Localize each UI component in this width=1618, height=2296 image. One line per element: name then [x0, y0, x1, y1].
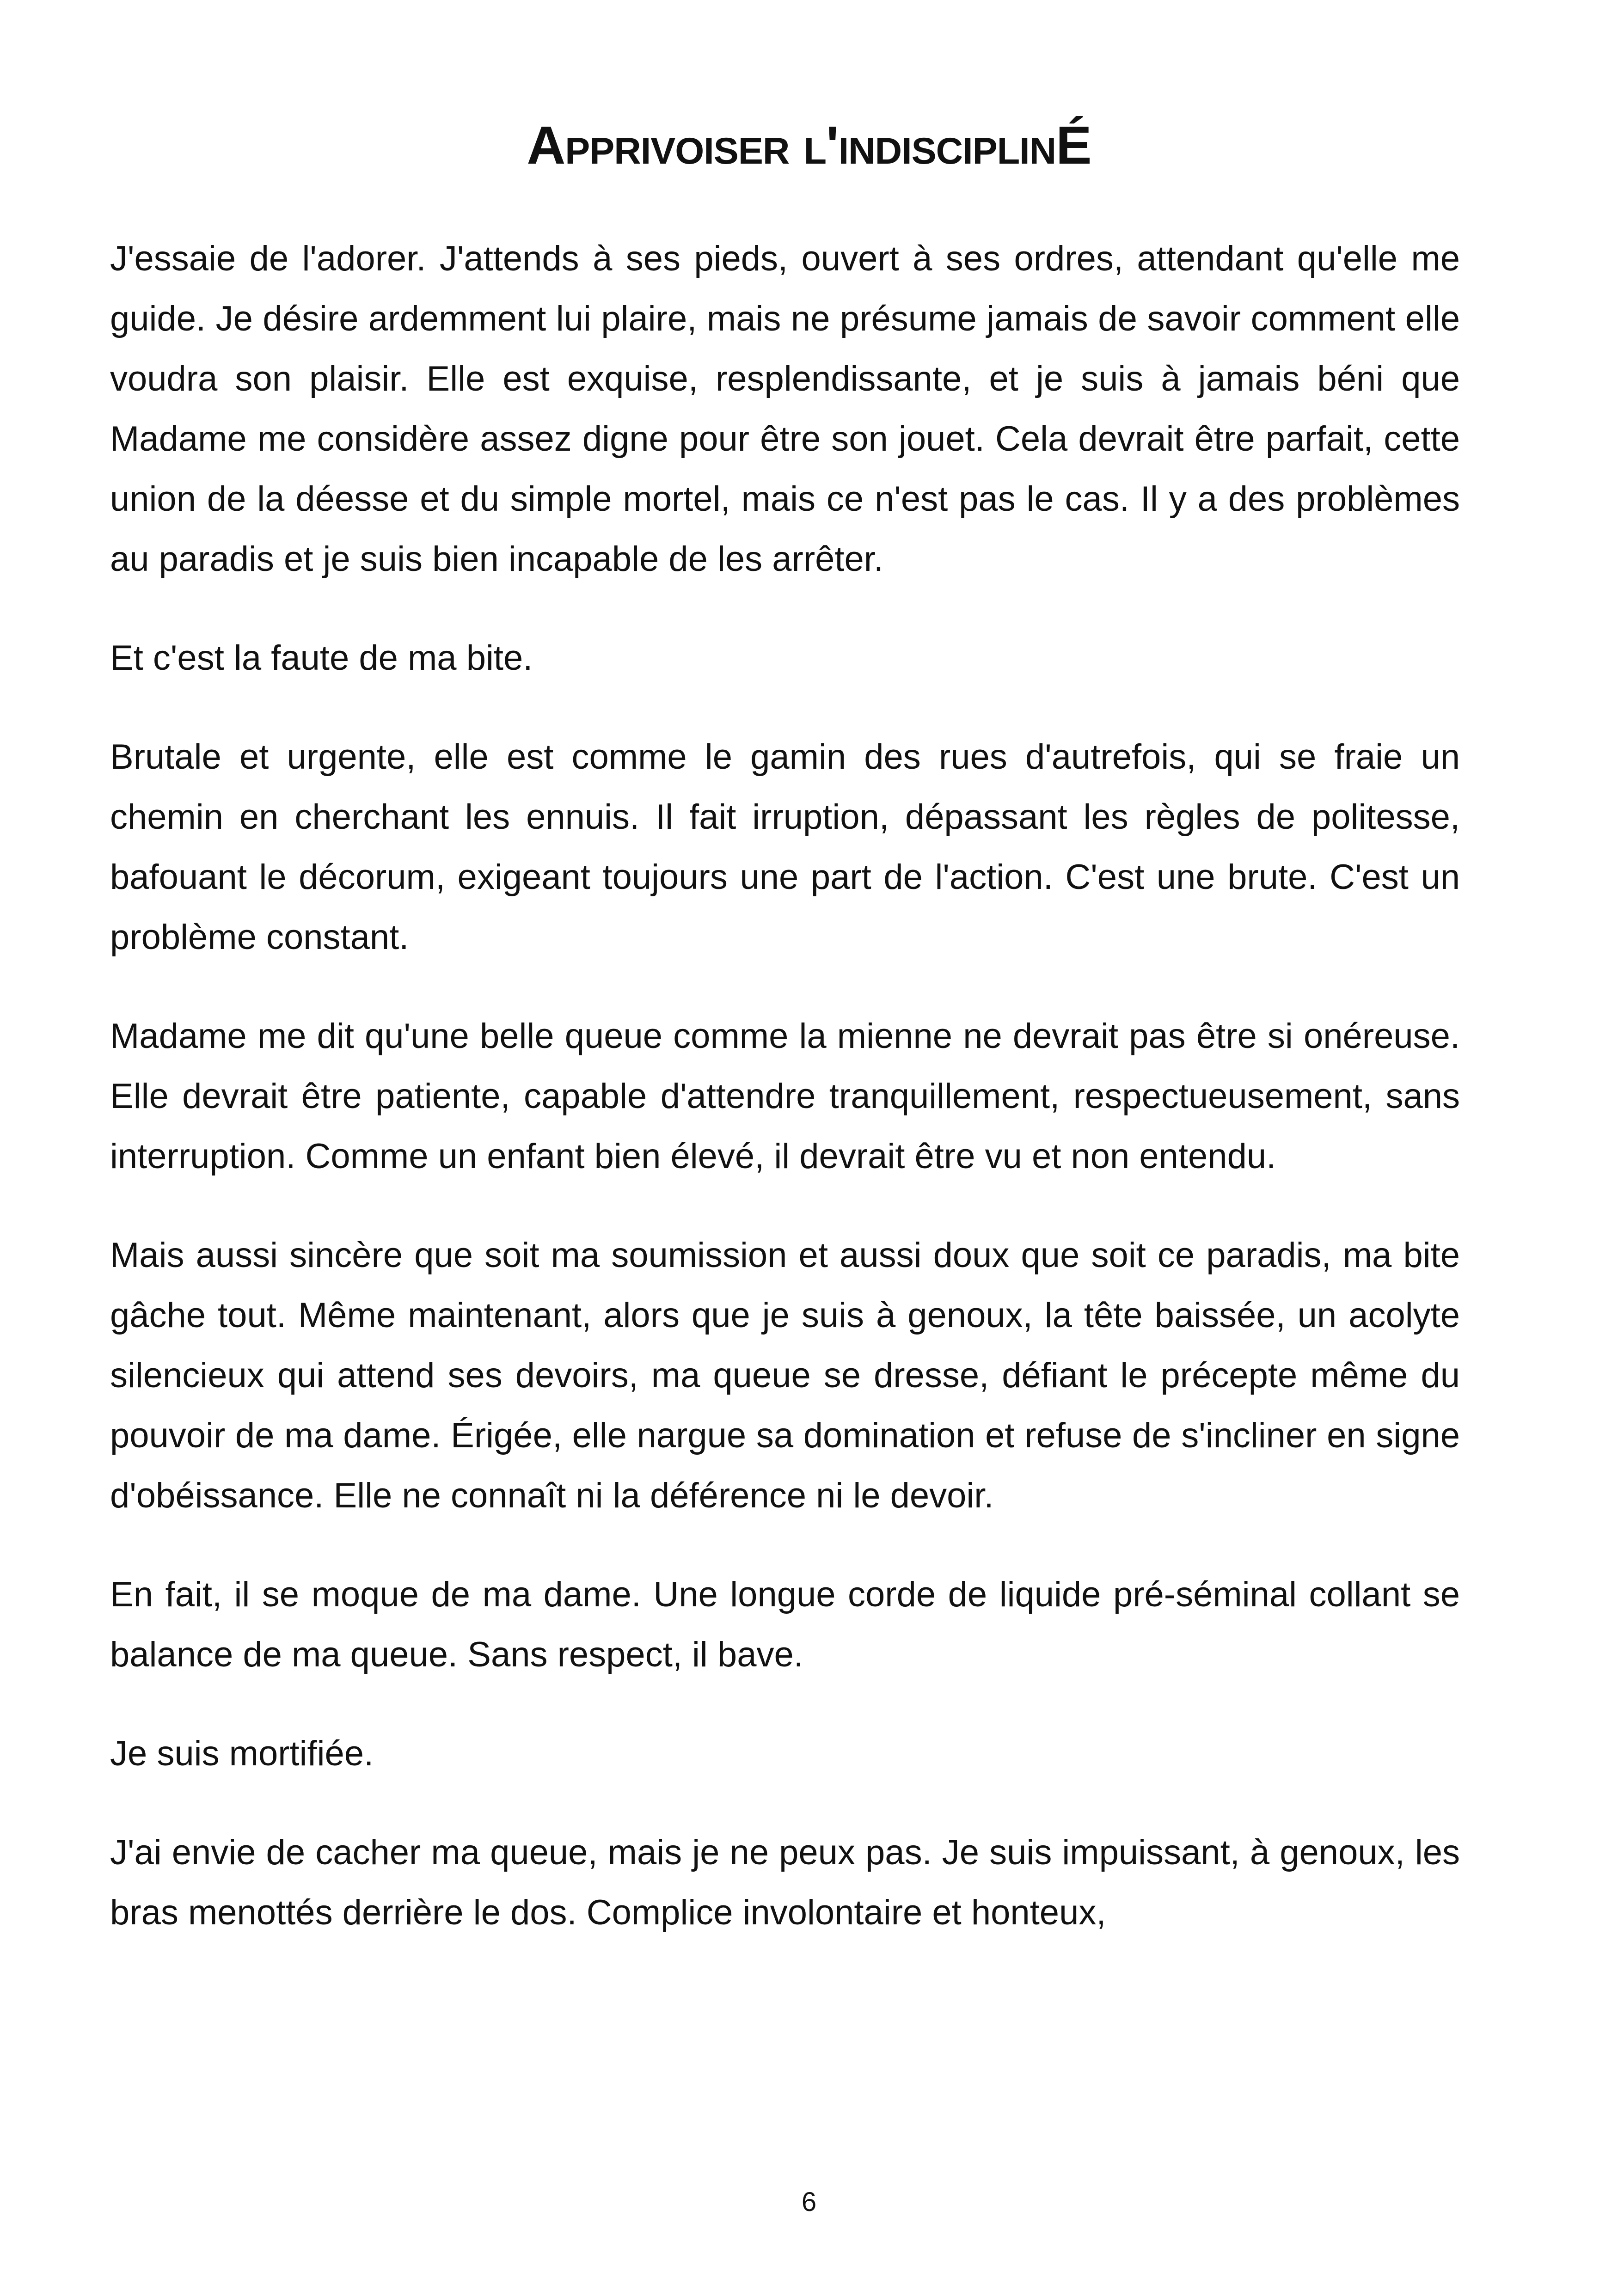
page-number: 6	[801, 2187, 817, 2217]
body-text	[110, 229, 1460, 1982]
paragraph: Mais aussi sincère que soit ma soumission et aussi doux que soit ce paradis, ma bite gâche tout. Même maintenant, alors que je suis à genoux, la tête baissée, un acolyte silencieux qui attend ses devoirs, ma queue se dresse, défiant le précepte même du pouvoir de ma dame. Érigée, elle nargue sa domination et refuse de s'incliner en signe d'obéissance. Elle ne connaît ni la déférence ni le devoir.	[110, 1236, 1460, 1515]
paragraph: Madame me dit qu'une belle queue comme la mienne ne devrait pas être si onéreuse. Elle devrait être patiente, capable d'attendre tranquillement, respectueusement, sans interruption. Comme un enfant bien élevé, il devrait être vu et non entendu.	[110, 1016, 1460, 1176]
paragraph: J'ai envie de cacher ma queue, mais je ne peux pas. Je suis impuissant, à genoux, les bras menottés derrière le dos. Complice involontaire et honteux,	[110, 1833, 1460, 1932]
paragraph: En fait, il se moque de ma dame. Une longue corde de liquide pré-séminal collant se balance de ma queue. Sans respect, il bave.	[110, 1575, 1460, 1674]
paragraph: Et c'est la faute de ma bite.	[110, 638, 533, 678]
paragraph: J'essaie de l'adorer. J'attends à ses pieds, ouvert à ses ordres, attendant qu'elle me guide. Je désire ardemment lui plaire, mais ne présume jamais de savoir comment elle voudra son plaisir. Elle est exquise, resplendissante, et je suis à jamais béni que Madame me considère assez digne pour être son jouet. Cela devrait être parfait, cette union de la déesse et du simple mortel, mais ce n'est pas le cas. Il y a des problèmes au paradis et je suis bien incapable de les arrêter.	[110, 239, 1460, 579]
paragraph: Je suis mortifiée.	[110, 1734, 374, 1773]
chapter-title: Apprivoiser l'indisciplinÉ	[527, 115, 1091, 175]
paragraph: Brutale et urgente, elle est comme le gamin des rues d'autrefois, qui se fraie un chemin en cherchant les ennuis. Il fait irruption, dépassant les règles de politesse, bafouant le décorum, exigeant toujours une part de l'action. C'est une brute. C'est un problème constant.	[110, 737, 1460, 957]
